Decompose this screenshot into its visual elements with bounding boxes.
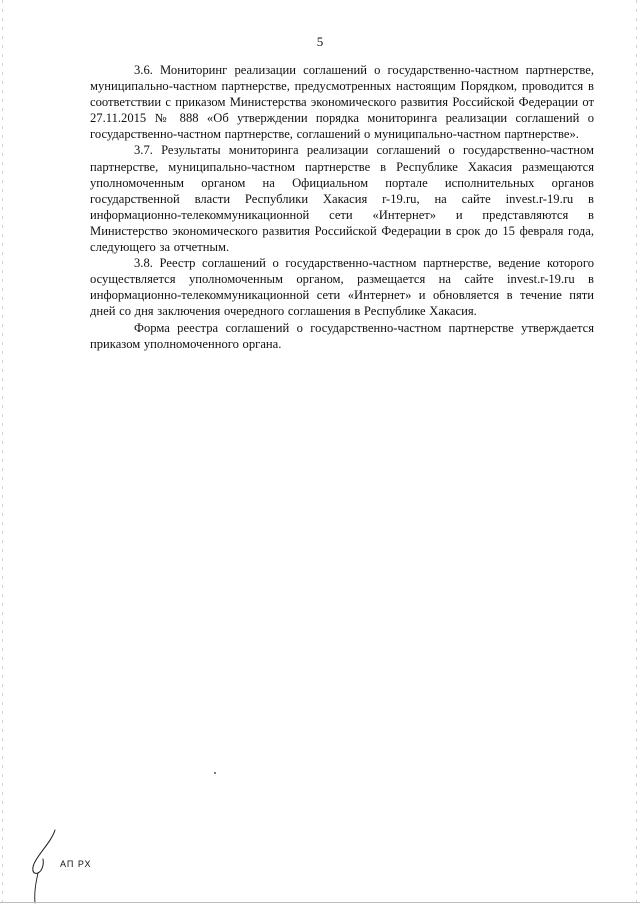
paragraph-3-6: 3.6. Мониторинг реализации соглашений о государственно-частном партнерстве, муниципально-частном партнерстве, предусмотренных настоящим Порядком, проводится в соответствии с приказом Министерства экономического развития Российской Федерации от 27.11.2015 № 888 «Об утверждении порядка мониторинга реализации соглашений о государственно-частном партнерстве, соглашений о муниципально-частном партнерстве». <box>90 63 594 142</box>
scan-edge-left <box>2 0 3 905</box>
paragraph-3-7: 3.7. Результаты мониторинга реализации соглашений о государственно-частном партнерстве, муниципально-частном партнерстве в Республике Хакасия размещаются уполномоченным органом на Официальном портале исполнительных органов государственной власти Республики Хакасия r-19.ru, на сайте invest.r-19.ru в информационно-телекоммуникационной сети «Интернет» и представляются в Министерство экономического развития Российской Федерации в срок до 15 февраля года, следующего за отчетным. <box>90 143 594 255</box>
page-number: 5 <box>316 34 324 49</box>
paragraph-3-8: 3.8. Реестр соглашений о государственно-частном партнерстве, ведение которого осуществляется уполномоченным органом, размещается на сайте invest.r-19.ru в информационно-телекоммуникационной сети «Интернет» и обновляется в течение пяти дней со дня заключения очередного соглашения в Республике Хакасия. <box>90 256 594 319</box>
scan-speck <box>214 772 216 774</box>
document-body <box>90 62 594 352</box>
footer-registration-mark: АП РХ <box>60 859 92 869</box>
scan-edge-right <box>636 0 637 905</box>
paragraph-registry-form: Форма реестра соглашений о государственно-частном партнерстве утверждается приказом уполномоченного органа. <box>90 320 594 351</box>
scan-bottom-edge <box>0 902 640 903</box>
